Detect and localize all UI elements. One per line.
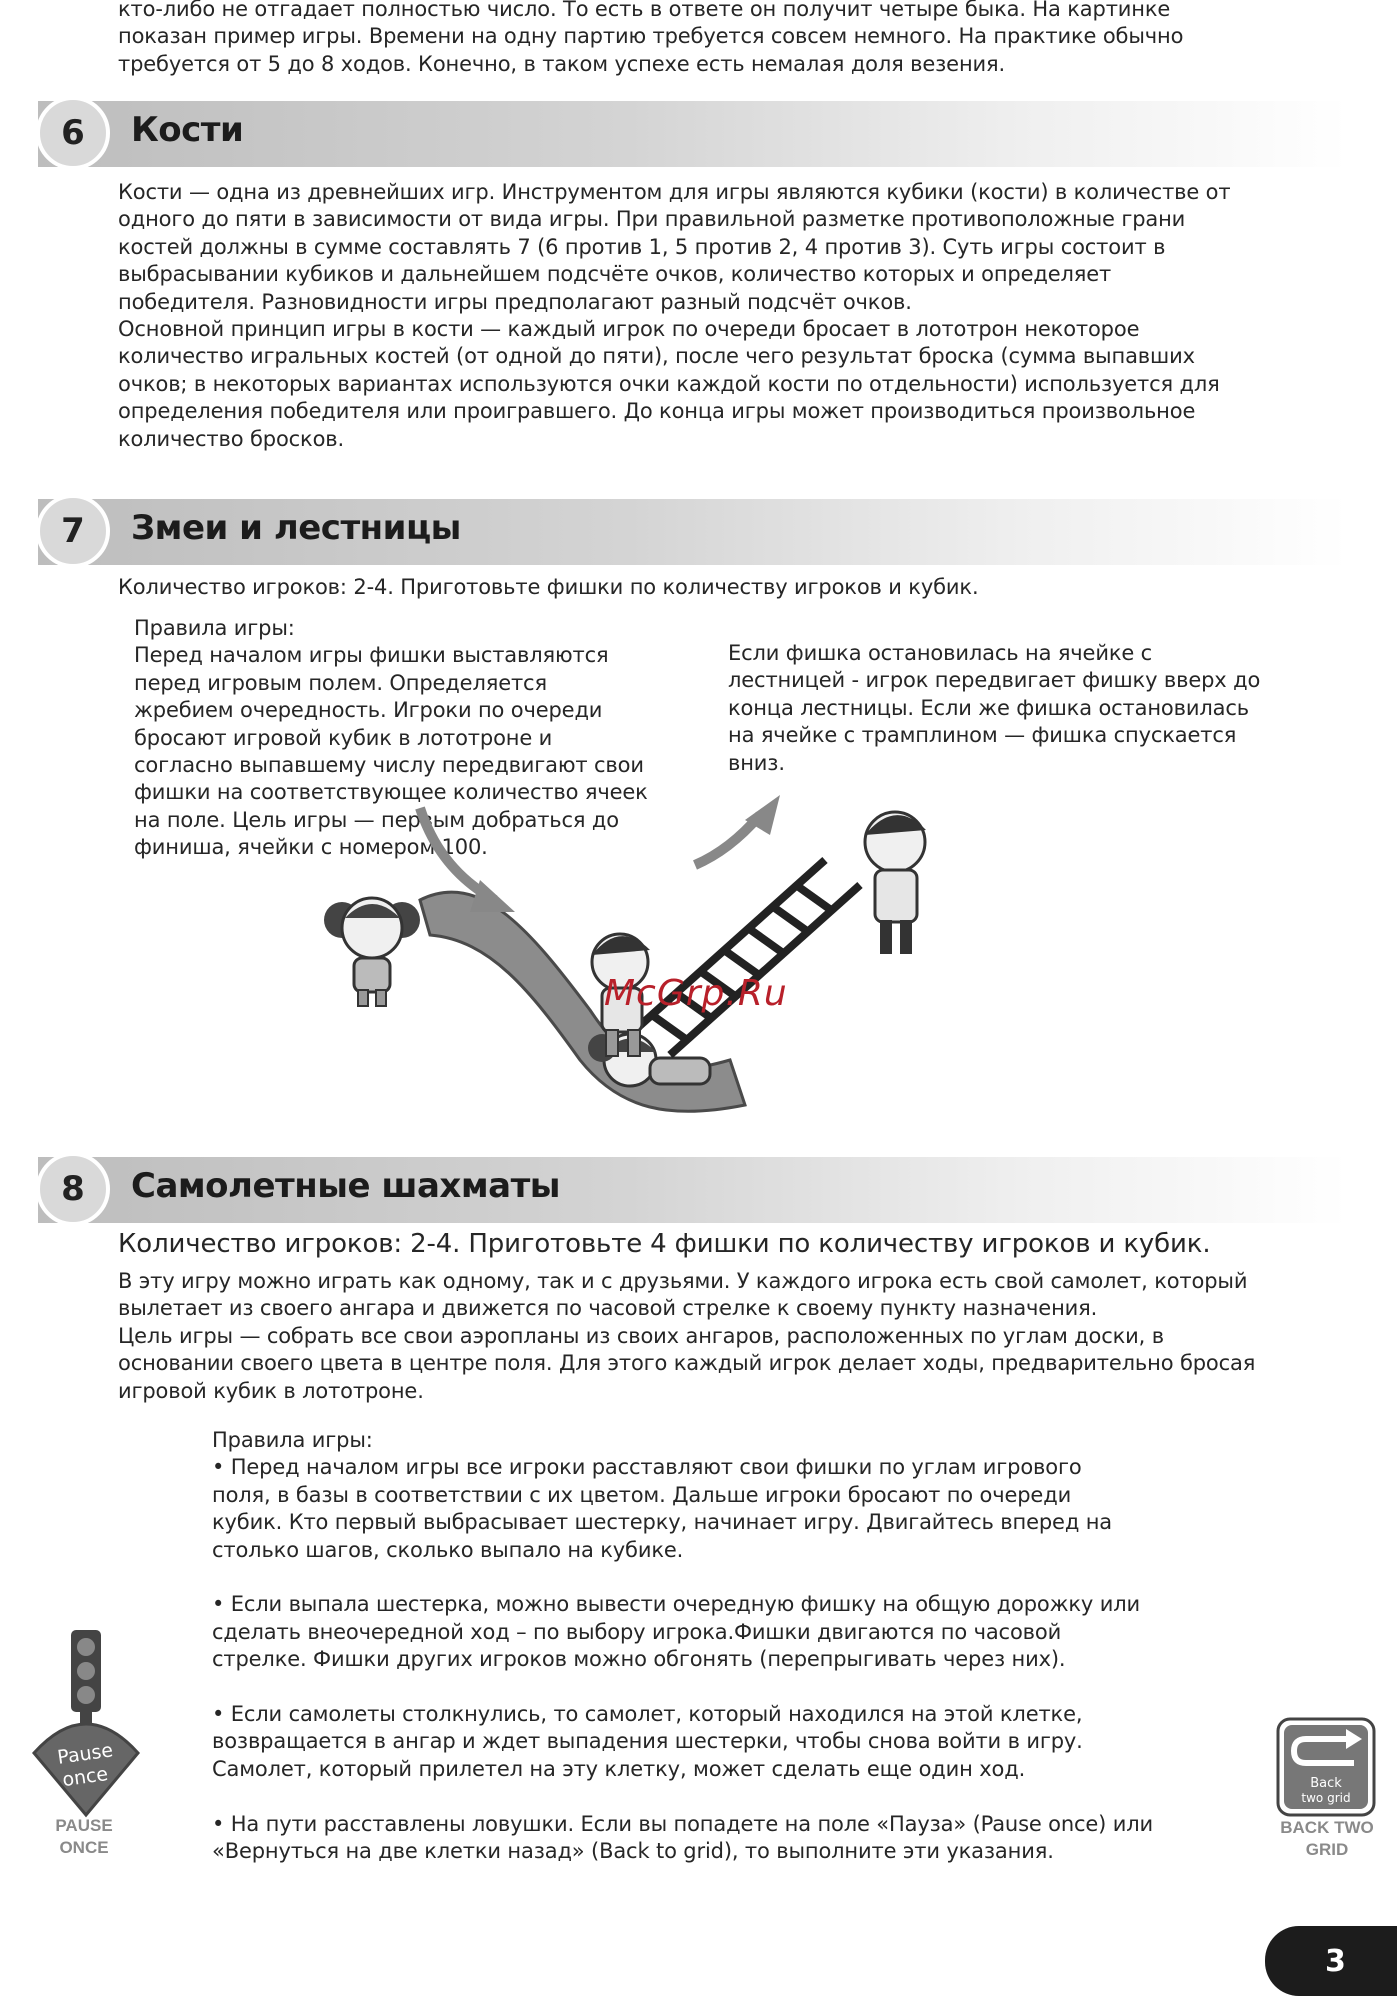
back-two-grid-icon [1276, 1717, 1376, 1817]
text-line: одного до пяти в зависимости от вида игры. При правильной разметке противоположные грани [118, 207, 1186, 232]
text-line: количество игральных костей (от одной до пяти), после чего результат броска (сумма выпавших [118, 344, 1195, 369]
rules-title: Правила игры: [212, 1428, 373, 1452]
text-line: • Перед началом игры все игроки расставляют свои фишки по углам игрового [212, 1455, 1082, 1480]
text-line: поля, в базы в соответствии с их цветом. Дальше игроки бросают по очереди [212, 1482, 1072, 1507]
text-line: игровой кубик в лототроне. [118, 1378, 424, 1403]
ladder-icon [635, 860, 860, 1055]
pause-once-icon [26, 1625, 146, 1825]
section-8-title: Самолетные шахматы [131, 1166, 561, 1206]
page-number: 3 [1265, 1926, 1397, 1996]
section-6-title: Кости [131, 110, 244, 150]
caption-line: ONCE [59, 1838, 109, 1857]
section-7-rules-right [728, 640, 1290, 777]
pause-sign-line1: Pause [55, 1739, 115, 1769]
text-line: очков; в некоторых вариантах используются очки каждой кости по отдельности) используется для [118, 371, 1220, 396]
text-line: требуется от 5 до 8 ходов. Конечно, в таком успехе есть немалая доля везения. [118, 51, 1006, 76]
text-line: победителя. Разновидности игры предполагают разный подсчёт очков. [118, 289, 912, 314]
text-line: жребием очередность. Игроки по очереди [134, 698, 603, 723]
text-line: конца лестницы. Если же фишка остановилась [728, 695, 1249, 720]
intro-paragraph [118, 0, 1314, 78]
players-line: Количество игроков: 2-4. Приготовьте фишки по количеству игроков и кубик. [118, 575, 979, 599]
section-6-number: 6 [36, 96, 110, 170]
text-line: фишки на соответствующее количество ячеек [134, 780, 648, 805]
section-7-number: 7 [36, 494, 110, 568]
section-8-players [118, 1228, 1314, 1260]
text-line: на ячейке с трамплином — фишка спускается [728, 723, 1237, 748]
text-line: столько шагов, сколько выпало на кубике. [212, 1537, 684, 1562]
caption-line: BACK TWO [1280, 1818, 1374, 1837]
text-line: возвращается в ангар и ждет выпадения шестерки, чтобы снова войти в игру. [212, 1729, 1083, 1754]
text-line: Кости — одна из древнейших игр. Инструментом для игры являются кубики (кости) в количестве от [118, 180, 1231, 204]
text-line: выбрасывании кубиков и дальнейшем подсчёте очков, количество которых и определяет [118, 262, 1112, 287]
text-line: сделать внеочередной ход – по выбору игрока.Фишки двигаются по часовой [212, 1619, 1062, 1644]
text-line: кто-либо не отгадает полностью число. То есть в ответе он получит четыре быка. На картинке [118, 0, 1171, 21]
text-line: Самолет, который прилетел на эту клетку, может сделать еще один ход. [212, 1756, 1026, 1781]
section-7-players [118, 574, 1314, 601]
text-line: вылетает из своего ангара и движется по часовой стрелке к своему пункту назначения. [118, 1296, 1098, 1321]
text-line: финиша, ячейки с номером 100. [134, 835, 488, 860]
text-line: кубик. Кто первый выбрасывает шестерку, начинает игру. Двигайтесь вперед на [212, 1510, 1113, 1535]
text-line: Правила игры: [134, 616, 295, 640]
text-line: лестницей - игрок передвигает фишку вверх до [728, 668, 1261, 693]
caption-line: GRID [1305, 1840, 1349, 1859]
girl-figure-icon [324, 898, 420, 1006]
text-line: бросают игровой кубик в лототроне и [134, 725, 553, 750]
pause-once-caption [30, 1815, 138, 1859]
text-line: • Если выпала шестерка, можно вывести очередную фишку на общую дорожку или [212, 1592, 1140, 1617]
text-line: перед игровым полем. Определяется [134, 670, 547, 695]
section-8-number: 8 [36, 1152, 110, 1226]
watermark-text: McGrp.Ru [604, 973, 788, 1014]
text-line: • Если самолеты столкнулись, то самолет, который находился на этой клетке, [212, 1702, 1083, 1727]
snakes-ladders-illustration [290, 790, 1090, 1130]
text-line: В эту игру можно играть как одному, так и с друзьями. У каждого игрока есть свой самолет, который [118, 1269, 1248, 1293]
text-line: Основной принцип игры в кости — каждый игрок по очереди бросает в лототрон некоторое [118, 317, 1140, 342]
text-line: Цель игры — собрать все свои аэропланы из своих ангаров, расположенных по углам доски, в [118, 1323, 1164, 1348]
text-line: определения победителя или проигравшего. До конца игры может производиться произвольное [118, 399, 1196, 424]
back-two-grid-caption [1262, 1817, 1392, 1861]
section-6-paragraph [118, 179, 1314, 453]
text-line: костей должны в сумме составлять 7 (6 против 1, 5 против 2, 4 против 3). Суть игры состоит в [118, 234, 1166, 259]
text-line: согласно выпавшему числу передвигают свои [134, 753, 644, 778]
text-line: вниз. [728, 750, 785, 775]
caption-line: PAUSE [55, 1816, 113, 1835]
text-line: «Вернуться на две клетки назад» (Back to grid), то выполните эти указания. [212, 1839, 1054, 1864]
section-8-rules [212, 1427, 1190, 1865]
text-line: показан пример игры. Времени на одну партию требуется совсем немного. На практике обычно [118, 24, 1184, 49]
text-line: количество бросков. [118, 426, 345, 451]
section-7-title: Змеи и лестницы [131, 508, 461, 548]
back-sign-line1: Back [1310, 1776, 1342, 1791]
back-sign-line2: two grid [1301, 1791, 1351, 1805]
boy-top-icon [865, 812, 926, 954]
pause-sign-line2: once [60, 1762, 110, 1792]
players-line: Количество игроков: 2-4. Приготовьте 4 фишки по количеству игроков и кубик. [118, 1229, 1211, 1259]
text-line: основании своего цвета в центре поля. Для этого каждый игрок делает ходы, предварительно бросая [118, 1351, 1256, 1376]
text-line: на поле. Цель игры — первым добраться до [134, 807, 619, 832]
text-line: • На пути расставлены ловушки. Если вы попадете на поле «Пауза» (Pause once) или [212, 1811, 1154, 1836]
section-8-intro [118, 1268, 1314, 1405]
text-line: стрелке. Фишки других игроков можно обгонять (перепрыгивать через них). [212, 1647, 1066, 1672]
text-line: Перед началом игры фишки выставляются [134, 643, 609, 668]
text-line: Если фишка остановилась на ячейке с [728, 641, 1153, 665]
